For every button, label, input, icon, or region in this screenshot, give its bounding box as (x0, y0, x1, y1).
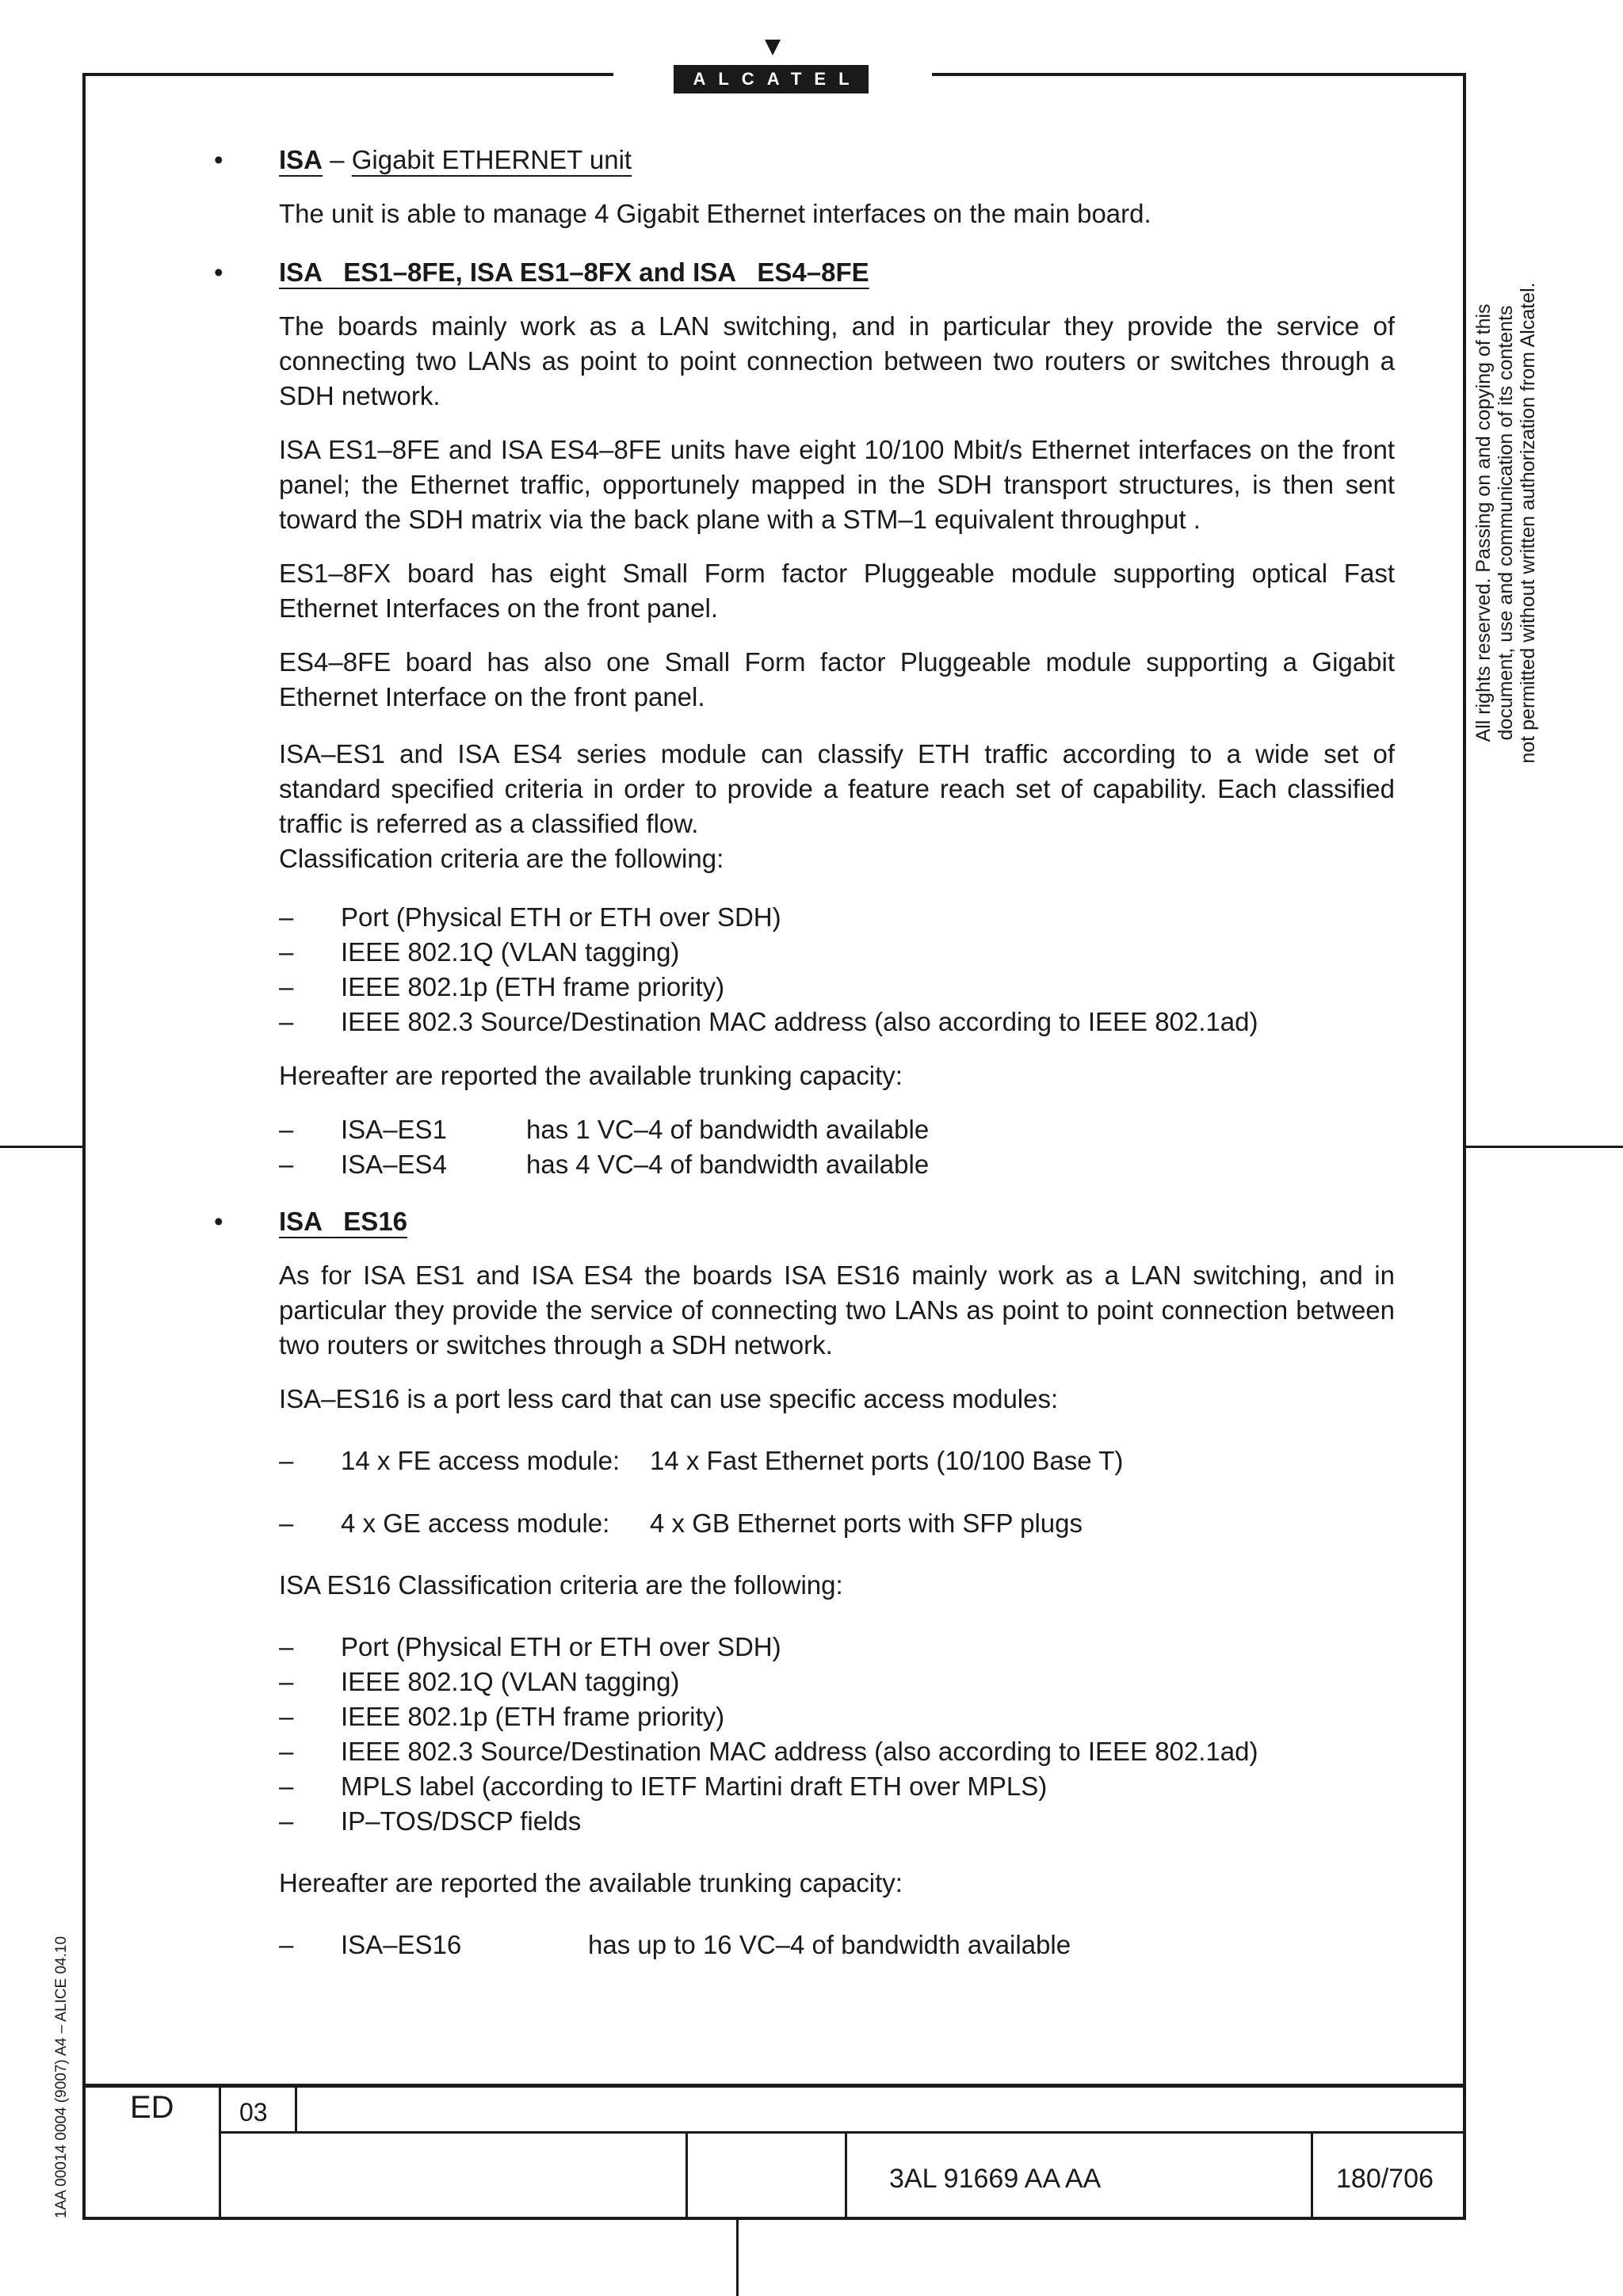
dash-icon: – (279, 1806, 294, 1836)
footer-divider (295, 2084, 297, 2133)
footer-mid-line (219, 2131, 1466, 2134)
paragraph: ES1–8FX board has eight Small Form factor Pluggeable module supporting optical Fast Ethernet Interfaces on the front panel. (279, 559, 1395, 623)
paragraph: ISA ES16 Classification criteria are the following: (279, 1570, 843, 1600)
paragraph: ISA ES1–8FE and ISA ES4–8FE units have eight 10/100 Mbit/s Ethernet interfaces on the front panel; the Ethernet traffic, opportunely mapped in the SDH transport structures, is then sent toward the SDH matrix via the back plane with a STM–1 equivalent throughput . (279, 435, 1395, 534)
fold-mark-left (0, 1146, 84, 1148)
document-code: 3AL 91669 AA AA (889, 2164, 1102, 2194)
paragraph: The unit is able to manage 4 Gigabit Ethernet interfaces on the main board. (279, 199, 1151, 228)
section-title-sep: – (323, 145, 352, 174)
edition-label: ED (130, 2090, 174, 2125)
list-item: – IEEE 802.1p (ETH frame priority) (279, 970, 1395, 1005)
dash-icon: – (279, 972, 294, 1001)
document-body (214, 143, 1395, 1981)
paragraph: ES4–8FE board has also one Small Form factor Pluggeable module supporting a Gigabit Ethernet Interface on the front panel. (279, 647, 1395, 711)
paragraph (279, 737, 1395, 876)
section-title (279, 145, 632, 174)
list-item: – ISA–ES16 has up to 16 VC–4 of bandwidth available (279, 1928, 1395, 1962)
section-title-prefix: ISA (279, 145, 323, 174)
alcatel-logo: ALCATEL (674, 65, 869, 93)
paragraph: The boards mainly work as a LAN switching, and in particular they provide the service of connecting two LANs as point to point connection between two routers or switches through a SDH network. (279, 311, 1395, 410)
list-item: – ISA–ES4 has 4 VC–4 of bandwidth available (279, 1147, 1395, 1182)
dash-icon: – (279, 1508, 294, 1538)
copyright-line: document, use and communication of its contents (1495, 305, 1517, 741)
dash-icon: – (279, 937, 294, 967)
section-heading (214, 1204, 1395, 1239)
page-number: 180/706 (1336, 2164, 1434, 2194)
trunking-list (279, 1112, 1395, 1182)
paragraph: ISA–ES16 is a port less card that can use specific access modules: (279, 1384, 1059, 1413)
list-item: – IP–TOS/DSCP fields (279, 1804, 1395, 1839)
center-mark-bottom (736, 2218, 739, 2296)
paragraph: As for ISA ES1 and ISA ES4 the boards ISA ES16 mainly work as a LAN switching, and in particular they provide the service of connecting two LANs as point to point connection between two routers or switches through a SDH network. (279, 1261, 1395, 1360)
footer-divider (685, 2131, 688, 2218)
dash-icon: – (279, 1115, 294, 1144)
copyright-line: All rights reserved. Passing on and copying of this (1472, 303, 1495, 742)
list-item: – IEEE 802.1Q (VLAN tagging) (279, 1665, 1395, 1699)
paragraph: Hereafter are reported the available trunking capacity: (279, 1061, 903, 1090)
classify-text: Classification criteria are the following: (279, 844, 724, 873)
footer-top-line (82, 2084, 1466, 2088)
dash-icon: – (279, 1667, 294, 1696)
section-heading (214, 143, 1395, 177)
list-item: – ISA–ES1 has 1 VC–4 of bandwidth available (279, 1112, 1395, 1147)
edition-value: 03 (239, 2098, 268, 2126)
criteria-list (279, 1630, 1395, 1839)
section-title-text: Gigabit ETHERNET unit (351, 145, 632, 174)
section-title: ISA ES1–8FE, ISA ES1–8FX and ISA ES4–8FE (279, 257, 869, 287)
dash-icon: – (279, 1150, 294, 1179)
section-title: ISA ES16 (279, 1207, 408, 1236)
list-item: – IEEE 802.1p (ETH frame priority) (279, 1699, 1395, 1734)
form-code: 1AA 00014 0004 (9007) A4 – ALICE 04.10 (53, 1936, 70, 2218)
bullet-icon: • (214, 257, 223, 287)
classify-text: ISA–ES1 and ISA ES4 series module can classify ETH traffic according to a wide set of standard specified criteria in order to provide a feature reach set of capability. Each classified traffic is referred as a classified flow. (279, 739, 1395, 838)
dash-icon: – (279, 1772, 294, 1801)
dash-icon: – (279, 1446, 294, 1475)
list-item: – MPLS label (according to IETF Martini draft ETH over MPLS) (279, 1769, 1395, 1804)
copyright-line: not permitted without written authorization from Alcatel. (1517, 282, 1539, 764)
list-item: – IEEE 802.3 Source/Destination MAC address (also according to IEEE 802.1ad) (279, 1005, 1395, 1039)
list-item: – IEEE 802.3 Source/Destination MAC address (also according to IEEE 802.1ad) (279, 1734, 1395, 1769)
logo-triangle-icon (765, 40, 781, 55)
footer-divider (219, 2084, 221, 2218)
paragraph: Hereafter are reported the available trunking capacity: (279, 1868, 903, 1897)
criteria-list (279, 900, 1395, 1039)
fold-mark-right (1465, 1146, 1623, 1148)
footer-divider (1311, 2131, 1313, 2218)
footer-divider (845, 2131, 847, 2218)
module-list (279, 1444, 1395, 1541)
copyright-notice (1472, 246, 1539, 800)
list-item: – Port (Physical ETH or ETH over SDH) (279, 1630, 1395, 1665)
bullet-icon: • (214, 145, 223, 174)
dash-icon: – (279, 1930, 294, 1959)
frame-top-right (932, 73, 1466, 76)
frame-top-left (82, 73, 613, 76)
bullet-icon: • (214, 1207, 223, 1236)
list-item: – IEEE 802.1Q (VLAN tagging) (279, 935, 1395, 970)
list-item: – 4 x GE access module: 4 x GB Ethernet ports with SFP plugs (279, 1506, 1395, 1541)
dash-icon: – (279, 902, 294, 932)
dash-icon: – (279, 1007, 294, 1036)
section-heading (214, 255, 1395, 290)
dash-icon: – (279, 1632, 294, 1661)
trunking-list (279, 1928, 1395, 1962)
frame-bottom (82, 2217, 1466, 2220)
list-item: – Port (Physical ETH or ETH over SDH) (279, 900, 1395, 935)
list-item: – 14 x FE access module: 14 x Fast Ethernet ports (10/100 Base T) (279, 1444, 1395, 1478)
dash-icon: – (279, 1702, 294, 1731)
dash-icon: – (279, 1737, 294, 1766)
